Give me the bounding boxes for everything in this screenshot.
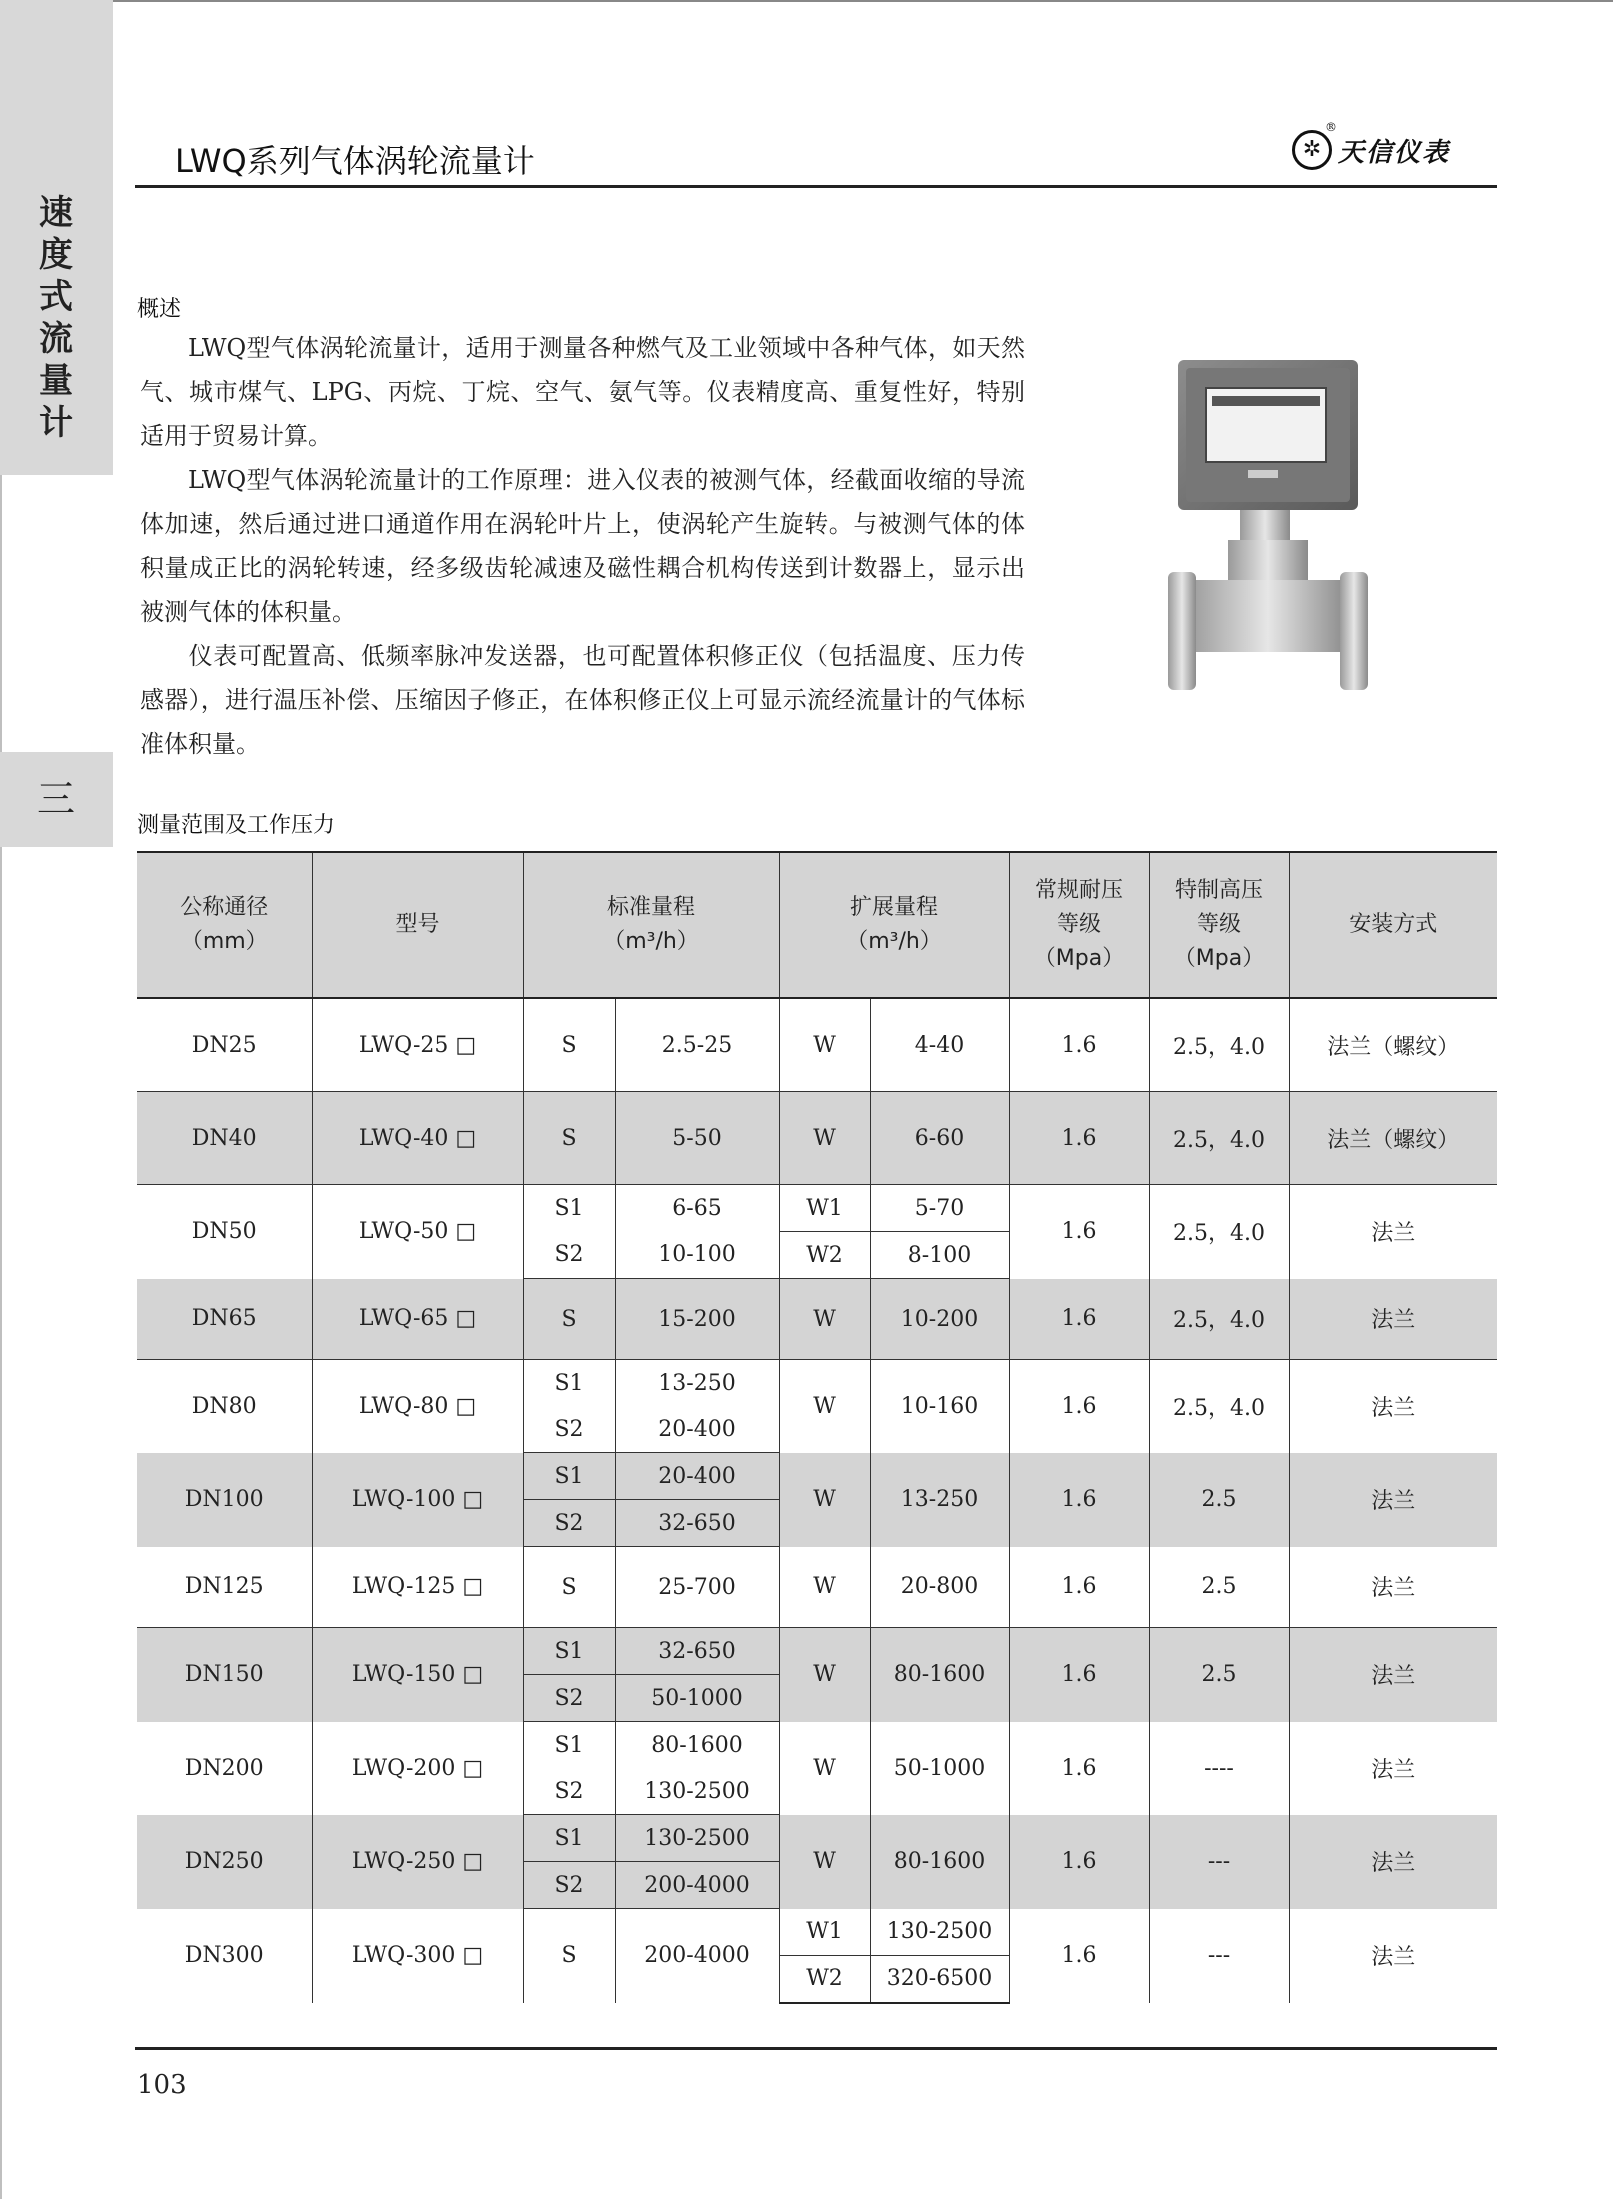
col-header-special-pressure: 特制高压 等级 （Mpa）: [1149, 852, 1289, 998]
cell-install-method: 法兰: [1289, 1909, 1497, 2003]
cell-model: LWQ-125 □: [312, 1547, 523, 1628]
cell-std-range: 13-250: [615, 1360, 779, 1407]
cell-std-code: S1: [523, 1453, 615, 1500]
cell-std-code: S: [523, 1092, 615, 1185]
table-header-row: [137, 852, 1497, 998]
cell-nominal-diameter: DN250: [137, 1815, 312, 1909]
cell-normal-pressure: 1.6: [1009, 1547, 1149, 1628]
cell-model: LWQ-25 □: [312, 998, 523, 1092]
cell-std-range: 200-4000: [615, 1862, 779, 1909]
cell-special-pressure: 2.5，4.0: [1149, 1092, 1289, 1185]
cell-std-range: 50-1000: [615, 1675, 779, 1722]
page-number: 103: [137, 2070, 187, 2100]
sidebar-category-title: 速度式流量计: [39, 193, 73, 443]
cell-model: LWQ-40 □: [312, 1092, 523, 1185]
cell-ext-range: 80-1600: [870, 1628, 1009, 1722]
cell-ext-code: W: [779, 1722, 870, 1815]
cell-normal-pressure: 1.6: [1009, 998, 1149, 1092]
table-section-heading: 测量范围及工作压力: [137, 813, 336, 838]
cell-std-range: 2.5-25: [615, 998, 779, 1092]
cell-special-pressure: ----: [1149, 1722, 1289, 1815]
table-row: [137, 1453, 1497, 1500]
table-row: [137, 1909, 1497, 1956]
table-row: [137, 1279, 1497, 1360]
table-row: [137, 1547, 1497, 1628]
cell-nominal-diameter: DN125: [137, 1547, 312, 1628]
sidebar-chapter-number: 三: [36, 777, 75, 821]
cell-install-method: 法兰（螺纹）: [1289, 1092, 1497, 1185]
cell-special-pressure: ---: [1149, 1909, 1289, 2003]
cell-normal-pressure: 1.6: [1009, 1185, 1149, 1279]
table-row: [137, 1815, 1497, 1862]
cell-install-method: 法兰: [1289, 1453, 1497, 1547]
col-header-extended-range: 扩展量程 （m³/h）: [779, 852, 1009, 998]
cell-install-method: 法兰: [1289, 1547, 1497, 1628]
cell-std-code: S2: [523, 1675, 615, 1722]
col-header-standard-range: 标准量程 （m³/h）: [523, 852, 779, 998]
cell-ext-code: W: [779, 1360, 870, 1453]
cell-ext-range: 8-100: [870, 1232, 1009, 1279]
cell-special-pressure: 2.5，4.0: [1149, 1185, 1289, 1279]
cell-std-range: 32-650: [615, 1628, 779, 1675]
cell-special-pressure: 2.5: [1149, 1628, 1289, 1722]
cell-nominal-diameter: DN100: [137, 1453, 312, 1547]
cell-std-code: S2: [523, 1500, 615, 1547]
cell-install-method: 法兰: [1289, 1185, 1497, 1279]
cell-ext-code: W: [779, 1815, 870, 1909]
cell-special-pressure: 2.5，4.0: [1149, 1360, 1289, 1453]
cell-install-method: 法兰: [1289, 1360, 1497, 1453]
overview-paragraph-2: LWQ型气体涡轮流量计的工作原理：进入仪表的被测气体，经截面收缩的导流体加速，然后通过进口通道作用在涡轮叶片上，使涡轮产生旋转。与被测气体的体积量成正比的涡轮转速，经多级齿轮减速及磁性耦合机构传送到计数器上，显示出被测气体的体积量。: [140, 466, 1025, 626]
cell-nominal-diameter: DN25: [137, 998, 312, 1092]
brand-star-icon: ✲: [1292, 130, 1332, 170]
cell-ext-code: W: [779, 1092, 870, 1185]
cell-nominal-diameter: DN80: [137, 1360, 312, 1453]
cell-special-pressure: 2.5: [1149, 1453, 1289, 1547]
cell-ext-code: W: [779, 998, 870, 1092]
cell-std-code: S2: [523, 1768, 615, 1815]
cell-model: LWQ-50 □: [312, 1185, 523, 1279]
cell-nominal-diameter: DN150: [137, 1628, 312, 1722]
cell-normal-pressure: 1.6: [1009, 1628, 1149, 1722]
cell-install-method: 法兰: [1289, 1815, 1497, 1909]
cell-std-code: S1: [523, 1628, 615, 1675]
cell-ext-range: 6-60: [870, 1092, 1009, 1185]
cell-model: LWQ-65 □: [312, 1279, 523, 1360]
cell-std-range: 15-200: [615, 1279, 779, 1360]
flowmeter-product-photo: [1148, 340, 1388, 710]
cell-ext-range: 4-40: [870, 998, 1009, 1092]
spec-table: [137, 851, 1497, 2004]
cell-std-range: 130-2500: [615, 1815, 779, 1862]
cell-std-code: S2: [523, 1406, 615, 1453]
brand-name: 天信仪表: [1338, 137, 1451, 168]
cell-std-code: S: [523, 1909, 615, 2003]
col-header-normal-pressure: 常规耐压 等级 （Mpa）: [1009, 852, 1149, 998]
cell-ext-code: W1: [779, 1909, 870, 1956]
cell-ext-range: 13-250: [870, 1453, 1009, 1547]
page-title: LWQ系列气体涡轮流量计: [175, 142, 535, 180]
table-row: [137, 1360, 1497, 1407]
cell-model: LWQ-150 □: [312, 1628, 523, 1722]
cell-ext-code: W: [779, 1628, 870, 1722]
cell-model: LWQ-200 □: [312, 1722, 523, 1815]
table-row: [137, 1628, 1497, 1675]
cell-ext-range: 130-2500: [870, 1909, 1009, 1956]
cell-nominal-diameter: DN50: [137, 1185, 312, 1279]
cell-ext-range: 20-800: [870, 1547, 1009, 1628]
cell-install-method: 法兰: [1289, 1722, 1497, 1815]
cell-model: LWQ-100 □: [312, 1453, 523, 1547]
cell-ext-code: W: [779, 1547, 870, 1628]
overview-paragraph-1: LWQ型气体涡轮流量计，适用于测量各种燃气及工业领域中各种气体，如天然气、城市煤气、LPG、丙烷、丁烷、空气、氨气等。仪表精度高、重复性好，特别适用于贸易计算。: [140, 334, 1025, 450]
cell-std-range: 5-50: [615, 1092, 779, 1185]
cell-std-range: 130-2500: [615, 1768, 779, 1815]
cell-ext-range: 10-200: [870, 1279, 1009, 1360]
cell-std-code: S1: [523, 1722, 615, 1769]
cell-normal-pressure: 1.6: [1009, 1722, 1149, 1815]
cell-special-pressure: ---: [1149, 1815, 1289, 1909]
cell-std-range: 25-700: [615, 1547, 779, 1628]
cell-std-range: 80-1600: [615, 1722, 779, 1769]
cell-std-range: 20-400: [615, 1453, 779, 1500]
col-header-model: 型号: [312, 852, 523, 998]
col-header-nominal-diameter: 公称通径 （mm）: [137, 852, 312, 998]
cell-std-range: 20-400: [615, 1406, 779, 1453]
cell-normal-pressure: 1.6: [1009, 1815, 1149, 1909]
cell-install-method: 法兰: [1289, 1628, 1497, 1722]
cell-ext-code: W: [779, 1279, 870, 1360]
cell-std-code: S2: [523, 1232, 615, 1279]
header-rule: [135, 185, 1497, 188]
cell-special-pressure: 2.5，4.0: [1149, 1279, 1289, 1360]
table-row: [137, 998, 1497, 1092]
cell-ext-code: W1: [779, 1185, 870, 1232]
cell-special-pressure: 2.5，4.0: [1149, 998, 1289, 1092]
cell-std-code: S: [523, 998, 615, 1092]
cell-model: LWQ-80 □: [312, 1360, 523, 1453]
cell-normal-pressure: 1.6: [1009, 1092, 1149, 1185]
cell-model: LWQ-300 □: [312, 1909, 523, 2003]
cell-ext-range: 50-1000: [870, 1722, 1009, 1815]
cell-std-range: 10-100: [615, 1232, 779, 1279]
cell-std-code: S1: [523, 1815, 615, 1862]
cell-std-code: S1: [523, 1185, 615, 1232]
cell-normal-pressure: 1.6: [1009, 1360, 1149, 1453]
table-row: [137, 1722, 1497, 1769]
cell-install-method: 法兰: [1289, 1279, 1497, 1360]
table-row: [137, 1092, 1497, 1185]
cell-std-code: S1: [523, 1360, 615, 1407]
registered-mark: ®: [1325, 120, 1337, 134]
cell-ext-range: 10-160: [870, 1360, 1009, 1453]
cell-std-range: 200-4000: [615, 1909, 779, 2003]
cell-nominal-diameter: DN40: [137, 1092, 312, 1185]
cell-special-pressure: 2.5: [1149, 1547, 1289, 1628]
overview-heading: 概述: [137, 297, 182, 322]
cell-ext-code: W2: [779, 1955, 870, 2003]
cell-nominal-diameter: DN300: [137, 1909, 312, 2003]
cell-ext-range: 5-70: [870, 1185, 1009, 1232]
brand-logo-group: [1292, 130, 1450, 170]
overview-paragraph-3: 仪表可配置高、低频率脉冲发送器，也可配置体积修正仪（包括温度、压力传感器），进行温压补偿、压缩因子修正，在体积修正仪上可显示流经流量计的气体标准体积量。: [140, 642, 1025, 758]
table-row: [137, 1185, 1497, 1232]
cell-std-code: S: [523, 1547, 615, 1628]
cell-model: LWQ-250 □: [312, 1815, 523, 1909]
cell-std-range: 6-65: [615, 1185, 779, 1232]
cell-install-method: 法兰（螺纹）: [1289, 998, 1497, 1092]
cell-normal-pressure: 1.6: [1009, 1909, 1149, 2003]
cell-ext-range: 80-1600: [870, 1815, 1009, 1909]
cell-normal-pressure: 1.6: [1009, 1453, 1149, 1547]
cell-ext-code: W2: [779, 1232, 870, 1279]
cell-normal-pressure: 1.6: [1009, 1279, 1149, 1360]
cell-ext-range: 320-6500: [870, 1955, 1009, 2003]
cell-std-code: S2: [523, 1862, 615, 1909]
cell-ext-code: W: [779, 1453, 870, 1547]
top-border-line: [113, 0, 1613, 2]
cell-std-code: S: [523, 1279, 615, 1360]
cell-std-range: 32-650: [615, 1500, 779, 1547]
cell-nominal-diameter: DN65: [137, 1279, 312, 1360]
col-header-install-method: 安装方式: [1289, 852, 1497, 998]
cell-nominal-diameter: DN200: [137, 1722, 312, 1815]
footer-rule: [135, 2047, 1497, 2050]
